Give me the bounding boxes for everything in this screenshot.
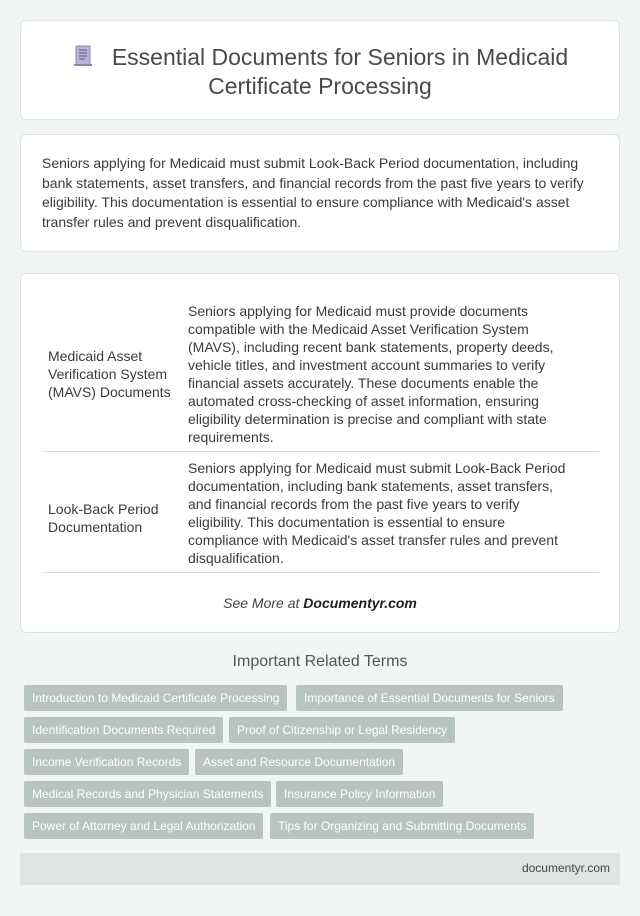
summary-card (20, 134, 620, 252)
related-tag[interactable]: Importance of Essential Documents for Seniors (296, 685, 563, 711)
see-more-prefix: See More at (223, 595, 304, 611)
document-term: Look-Back Period Documentation (48, 501, 159, 535)
related-tag[interactable]: Power of Attorney and Legal Authorization (24, 813, 263, 839)
footer-link[interactable]: documentyr.com (521, 861, 610, 875)
summary-text: Seniors applying for Medicaid must submit Look-Back Period documentation, including bank statements, asset transfers, and financial records from the past five years to verify eligibility. This documentation is essential to ensure compliance with Medicaid's asset transfer rules and prevent disqualification. (42, 155, 584, 230)
document-description: Seniors applying for Medicaid must provide documents compatible with the Medicaid Asset Verification System (MAVS), including recent bank statements, property deeds, vehicle titles, and investment account summaries to verify financial assets accurately. These documents enable the automated cross-checking of asset information, ensuring eligibility determination is precise and compliant with state requirements. (188, 303, 554, 445)
see-more-link[interactable] (21, 595, 619, 611)
related-tag[interactable]: Medical Records and Physician Statements (24, 781, 271, 807)
related-tag[interactable]: Income Verification Records (24, 749, 189, 775)
related-tag[interactable]: Insurance Policy Information (276, 781, 443, 807)
see-more-site: Documentyr.com (303, 595, 417, 611)
related-tag[interactable]: Identification Documents Required (24, 717, 223, 743)
documents-card (20, 273, 620, 633)
related-tag[interactable]: Proof of Citizenship or Legal Residency (229, 717, 455, 743)
related-tag[interactable]: Tips for Organizing and Submitting Documents (270, 813, 534, 839)
footer (20, 853, 620, 885)
document-description: Seniors applying for Medicaid must submit Look-Back Period documentation, including bank statements, asset transfers, and financial records from the past five years to verify eligibility. This documentation is essential to ensure compliance with Medicaid's asset transfer rules and prevent disqualification. (188, 460, 566, 566)
table-row (43, 297, 599, 452)
related-terms-title: Important Related Terms (232, 653, 408, 670)
related-tag[interactable]: Introduction to Medicaid Certificate Processing (24, 685, 287, 711)
table-row (43, 452, 599, 573)
documents-table (43, 297, 599, 573)
document-icon (72, 44, 94, 68)
page-title (21, 43, 619, 101)
related-tag[interactable]: Asset and Resource Documentation (195, 749, 403, 775)
title-card (20, 20, 620, 120)
document-term: Medicaid Asset Verification System (MAVS) Documents (48, 348, 171, 400)
page-title-text: Essential Documents for Seniors in Medicaid Certificate Processing (111, 44, 569, 99)
